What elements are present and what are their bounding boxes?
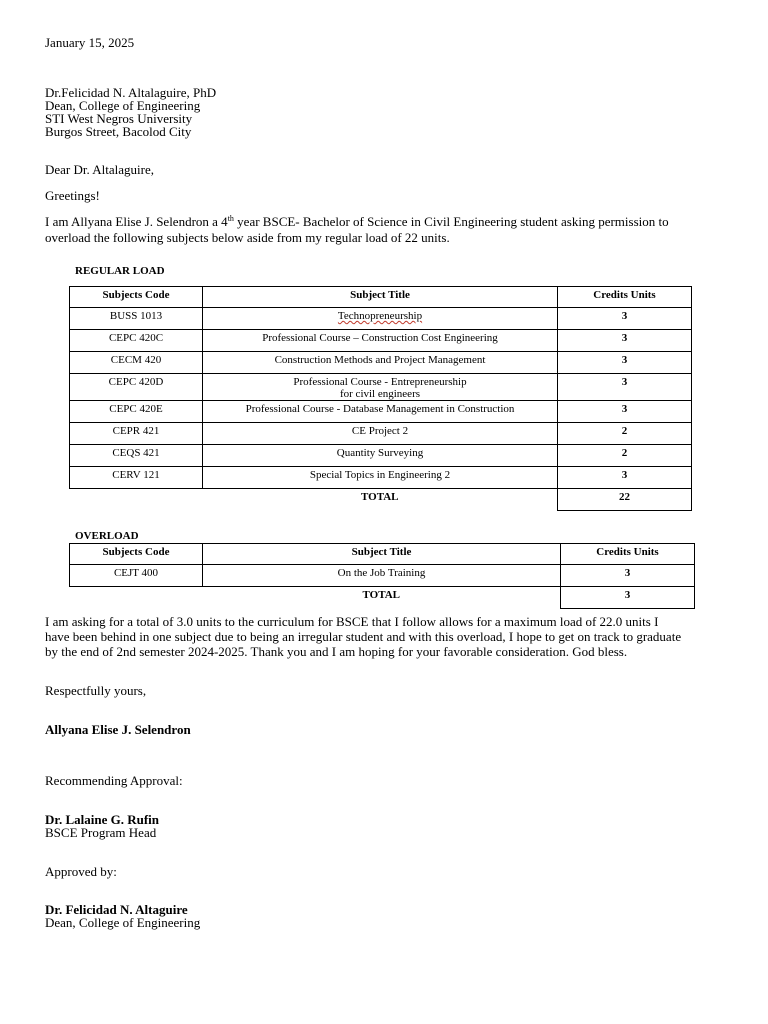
header-subject-code: Subjects Code <box>70 287 203 308</box>
approver-name: Dr. Felicidad N. Altaguire <box>45 902 188 917</box>
subject-title-cell: On the Job Training <box>203 565 561 587</box>
subject-title-cell <box>203 374 558 401</box>
credit-units-cell: 3 <box>561 565 695 587</box>
subject-code-cell: CEJT 400 <box>70 565 203 587</box>
table-row <box>70 352 692 374</box>
table-row <box>70 467 692 489</box>
subject-title-cell <box>203 308 558 330</box>
credit-units-cell: 3 <box>558 352 692 374</box>
subject-title-line-1: Professional Course - Entrepreneurship <box>293 376 467 388</box>
credit-units-cell: 3 <box>558 374 692 401</box>
table-row <box>70 445 692 467</box>
subject-code-cell: CERV 121 <box>70 467 203 489</box>
salutation: Dear Dr. Altalaguire, <box>45 162 155 177</box>
subject-code-cell: CEPC 420E <box>70 401 203 423</box>
regular-load-title: REGULAR LOAD <box>75 265 165 277</box>
total-label: TOTAL <box>361 491 399 503</box>
subject-code-cell: CEPC 420C <box>70 330 203 352</box>
credit-units-cell: 3 <box>558 467 692 489</box>
credit-units-cell: 3 <box>558 401 692 423</box>
table-row <box>70 423 692 445</box>
credit-units-cell: 2 <box>558 445 692 467</box>
sender-name: Allyana Elise J. Selendron <box>45 722 191 737</box>
recipient-institution: STI West Negros University <box>45 111 193 126</box>
intro-line-2: overload the following subjects below aside from my regular load of 22 units. <box>45 230 450 245</box>
table-row <box>70 330 692 352</box>
subject-title-line-2: for civil engineers <box>339 388 421 400</box>
header-subject-title: Subject Title <box>203 544 561 565</box>
intro-text-rest: year BSCE- Bachelor of Science in Civil Engineering student asking permission to <box>233 214 669 229</box>
recommender-position: BSCE Program Head <box>45 825 157 840</box>
table-header-row <box>70 287 692 308</box>
total-label: TOTAL <box>362 589 400 601</box>
letter-date: January 15, 2025 <box>45 35 135 50</box>
credit-units-cell: 3 <box>558 308 692 330</box>
credit-units-cell: 2 <box>558 423 692 445</box>
subject-title-cell: Construction Methods and Project Management <box>203 352 558 374</box>
table-row <box>70 565 695 587</box>
subject-title-cell: Professional Course - Database Management in Construction <box>203 401 558 423</box>
approved-label: Approved by: <box>45 864 117 879</box>
subject-title-cell: Special Topics in Engineering 2 <box>203 467 558 489</box>
total-units: 3 <box>561 587 695 609</box>
subject-title-text: Technopreneurship <box>337 310 423 322</box>
body-line: have been behind in one subject due to being an irregular student and with this overload, I hope to get on track to graduate <box>45 629 682 644</box>
table-row <box>70 401 692 423</box>
recipient-address: Burgos Street, Bacolod City <box>45 124 192 139</box>
intro-paragraph <box>45 215 745 244</box>
subject-code-cell: CEPR 421 <box>70 423 203 445</box>
recipient-position: Dean, College of Engineering <box>45 98 201 113</box>
intro-text-start: I am Allyana Elise J. Selendron a 4 <box>45 214 228 229</box>
recommending-label: Recommending Approval: <box>45 773 183 788</box>
intro-superscript: th <box>227 214 234 223</box>
subject-title-cell: Quantity Surveying <box>203 445 558 467</box>
table-header-row <box>70 544 695 565</box>
subject-code-cell: CEPC 420D <box>70 374 203 401</box>
body-paragraph <box>45 615 745 658</box>
body-line: I am asking for a total of 3.0 units to the curriculum for BSCE that I follow allows for a maximum load of 22.0 units I <box>45 614 659 629</box>
subject-title-cell: CE Project 2 <box>203 423 558 445</box>
header-subject-title: Subject Title <box>203 287 558 308</box>
subject-code-cell: BUSS 1013 <box>70 308 203 330</box>
closing: Respectfully yours, <box>45 683 147 698</box>
table-row <box>70 374 692 401</box>
approver-position: Dean, College of Engineering <box>45 915 201 930</box>
header-credit-units: Credits Units <box>561 544 695 565</box>
table-row <box>70 308 692 330</box>
approver-block <box>45 903 200 929</box>
overload-title: OVERLOAD <box>75 530 139 542</box>
recipient-block <box>45 86 216 138</box>
credit-units-cell: 3 <box>558 330 692 352</box>
header-subject-code: Subjects Code <box>70 544 203 565</box>
subject-title-cell: Professional Course – Construction Cost Engineering <box>203 330 558 352</box>
overload-table <box>69 543 695 609</box>
body-line: by the end of 2nd semester 2024-2025. Thank you and I am hoping for your favorable consideration. God bless. <box>45 644 628 659</box>
subject-code-cell: CECM 420 <box>70 352 203 374</box>
total-units: 22 <box>558 489 692 511</box>
recommender-name: Dr. Lalaine G. Rufin <box>45 812 160 827</box>
regular-load-table <box>69 286 692 511</box>
recommender-block <box>45 813 159 839</box>
recipient-name: Dr.Felicidad N. Altalaguire, PhD <box>45 85 217 100</box>
subject-code-cell: CEQS 421 <box>70 445 203 467</box>
total-row <box>70 587 695 609</box>
greeting: Greetings! <box>45 188 100 203</box>
header-credit-units: Credits Units <box>558 287 692 308</box>
total-row <box>70 489 692 511</box>
